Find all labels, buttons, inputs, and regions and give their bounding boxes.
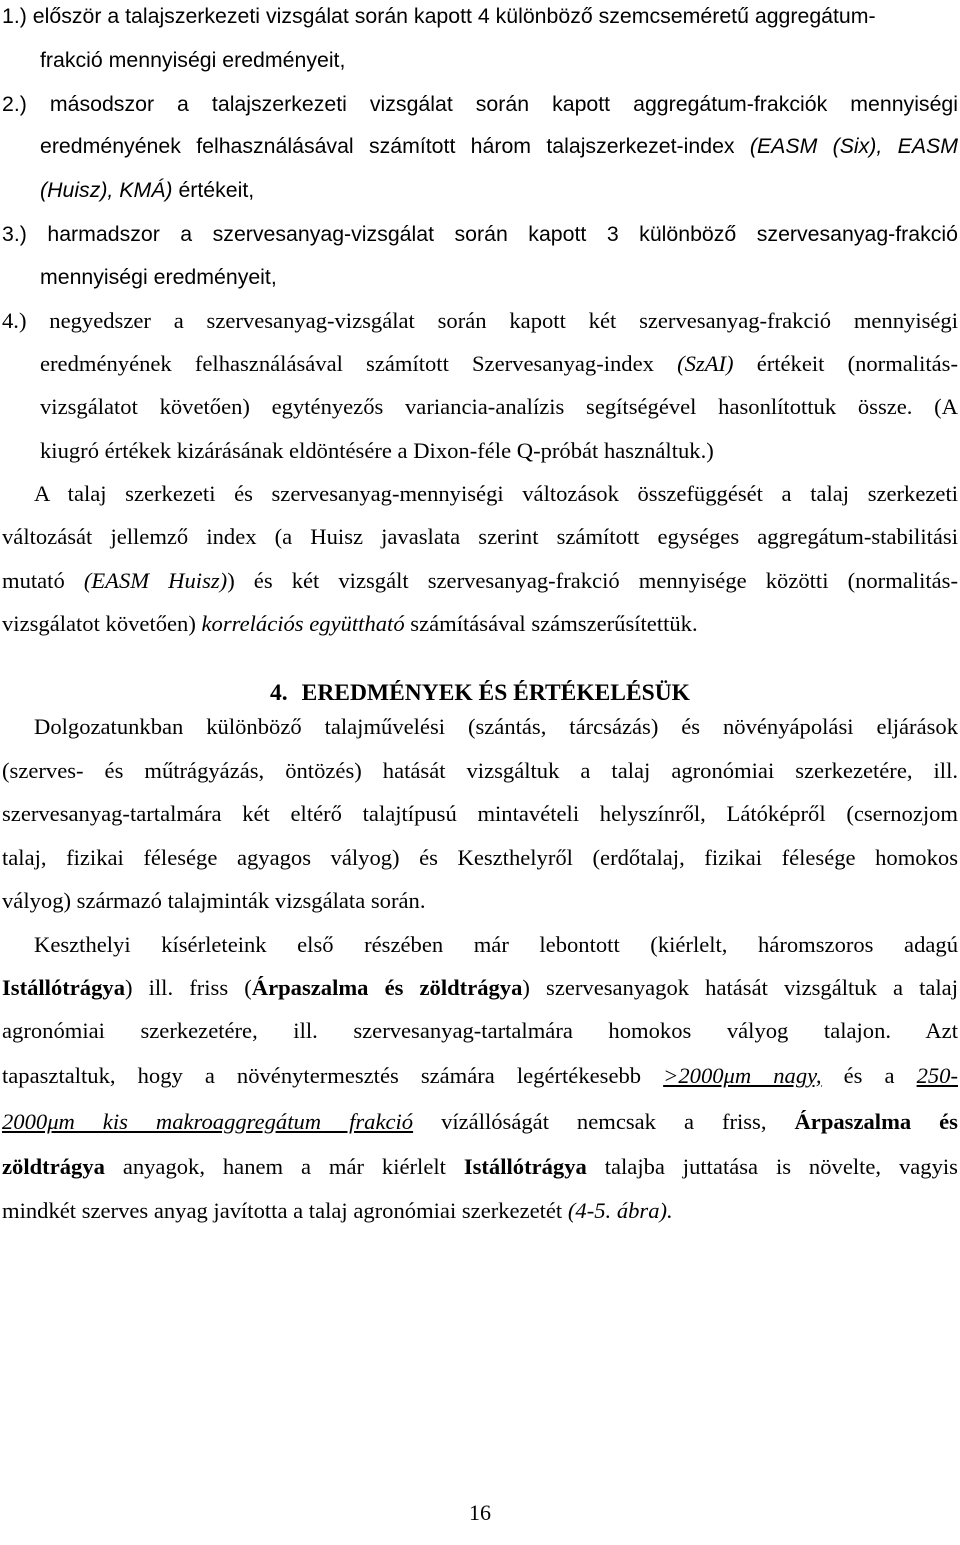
para1-text-4: számításával számszerűsítettük. [410,611,698,636]
list-item-4-line-2 [40,353,958,376]
para3-text-3: tapasztaltuk, hogy a növénytermesztés számára legértékesebb [2,1063,642,1088]
list-item-2-text: eredményének felhasználásával számított három talajszerkezet-index [40,134,735,158]
list-item-2-index-names: (EASM (Six), EASM [749,134,958,158]
para3-line-7 [2,1200,673,1223]
para1-index-name: (EASM Huisz) [83,568,228,593]
para3-small-aggregate-start: 250- [916,1063,958,1088]
para3-text-6: anyagok, hanem a már kiérlelt [122,1154,446,1179]
para3-text-2: ) szervesanyagok hatását vizsgáltuk a talaj [522,975,958,1000]
list-item-1-line-2: frakció mennyiségi eredményeit, [40,48,346,72]
para3-small-aggregate: 2000μm kis makroaggregátum frakció [2,1109,414,1134]
para2-line-5: vályog) származó talajminták vizsgálata során. [2,888,426,913]
list-item-3-line-1: 3.) harmadszor a szervesanyag-vizsgálat során kapott 3 különböző szervesanyag-frakció [2,222,958,246]
para3-manure-2: Istállótrágya [463,1154,587,1179]
para2-line-4: talaj, fizikai félesége agyagos vályog) és Keszthelyről (erdőtalaj, fizikai félesége homokos [2,845,958,870]
para3-line-4 [2,1065,958,1088]
list-item-4-line-1: 4.) negyedszer a szervesanyag-vizsgálat során kapott két szervesanyag-frakció mennyiségi [2,308,958,333]
list-item-2-index-names-cont: (Huisz), KMÁ) [40,178,173,202]
para3-straw-green: Árpaszalma és zöldtrágya [251,975,523,1000]
para3-line-1: Keszthelyi kísérleteink első részében már lebontott (kiérlelt, háromszoros adagú [34,932,958,957]
para1-text-2: ) és két vizsgált szervesanyag-frakció mennyisége közötti (normalitás- [227,568,958,593]
para1-text-3: vizsgálatot követően) [2,611,196,636]
para3-text: ) ill. friss ( [125,975,252,1000]
list-item-2-line-1: 2.) másodszor a talajszerkezeti vizsgálat során kapott aggregátum-frakciók mennyiségi [2,92,958,116]
list-item-4-line-4: kiugró értékek kizárásának eldöntésére a Dixon-féle Q-próbát használtuk.) [40,438,714,463]
list-item-4-text: eredményének felhasználásával számított Szervesanyag-index [40,351,654,376]
para3-text-4: és a [843,1063,895,1088]
para3-greenmanure: zöldtrágya [2,1154,105,1179]
para1-line-4 [2,613,698,636]
list-item-2-line-2 [40,136,958,157]
para3-line-5 [2,1111,958,1134]
para3-straw: Árpaszalma és [794,1109,958,1134]
section-number: 4. [270,680,288,706]
para3-large-aggregate: >2000μm nagy, [663,1063,822,1088]
para3-text-8: mindkét szerves anyag javította a talaj agronómiai szerkezetét [2,1198,563,1223]
para1-line-1: A talaj szerkezeti és szervesanyag-mennyiségi változások összefüggését a talaj szerkezeti [34,481,958,506]
para3-text-7: talajba juttatása is növelte, vagyis [604,1154,958,1179]
para3-manure: Istállótrágya [2,975,125,1000]
para1-line-2: változását jellemző index (a Huisz javaslata szerint számított egységes aggregátum-stabilitási [2,524,958,549]
section-heading [0,682,960,706]
para2-line-2: (szerves- és műtrágyázás, öntözés) hatását vizsgáltuk a talaj agronómiai szerkezetére, ill. [2,758,958,783]
para1-text: mutató [2,568,65,593]
para1-line-3 [2,570,958,593]
para3-line-3: agronómiai szerkezetére, ill. szervesanyag-tartalmára homokos vályog talajon. Azt [2,1018,958,1043]
para1-correlation: korrelációs együttható [201,611,405,636]
list-item-4-text-2: értékeit (normalitás- [756,351,958,376]
para3-figure-ref: (4-5. ábra). [567,1198,673,1223]
para3-line-6 [2,1156,958,1179]
page-number: 16 [469,1500,491,1525]
list-item-2-text-end: értékeit, [178,178,255,202]
para2-line-1: Dolgozatunkban különböző talajművelési (szántás, tárcsázás) és növényápolási eljárások [34,714,958,739]
section-title: EREDMÉNYEK ÉS ÉRTÉKELÉSÜK [301,680,690,706]
list-item-4-line-3: vizsgálatot követően) egytényezős variancia-analízis segítségével hasonlítottuk össze. (A [40,394,958,419]
list-item-2-line-3 [40,180,254,201]
list-item-1-line-1: 1.) először a talajszerkezeti vizsgálat során kapott 4 különböző szemcseméretű aggregátum- [2,4,876,28]
list-item-4-index-name: (SzAI) [677,351,734,376]
list-item-3-line-2: mennyiségi eredményeit, [40,265,277,289]
para3-text-5: vízállóságát nemcsak a friss, [441,1109,767,1134]
para3-line-2 [2,977,958,1000]
para2-line-3: szervesanyag-tartalmára két eltérő talajtípusú mintavételi helyszínről, Látóképről (csernozjom [2,801,958,826]
